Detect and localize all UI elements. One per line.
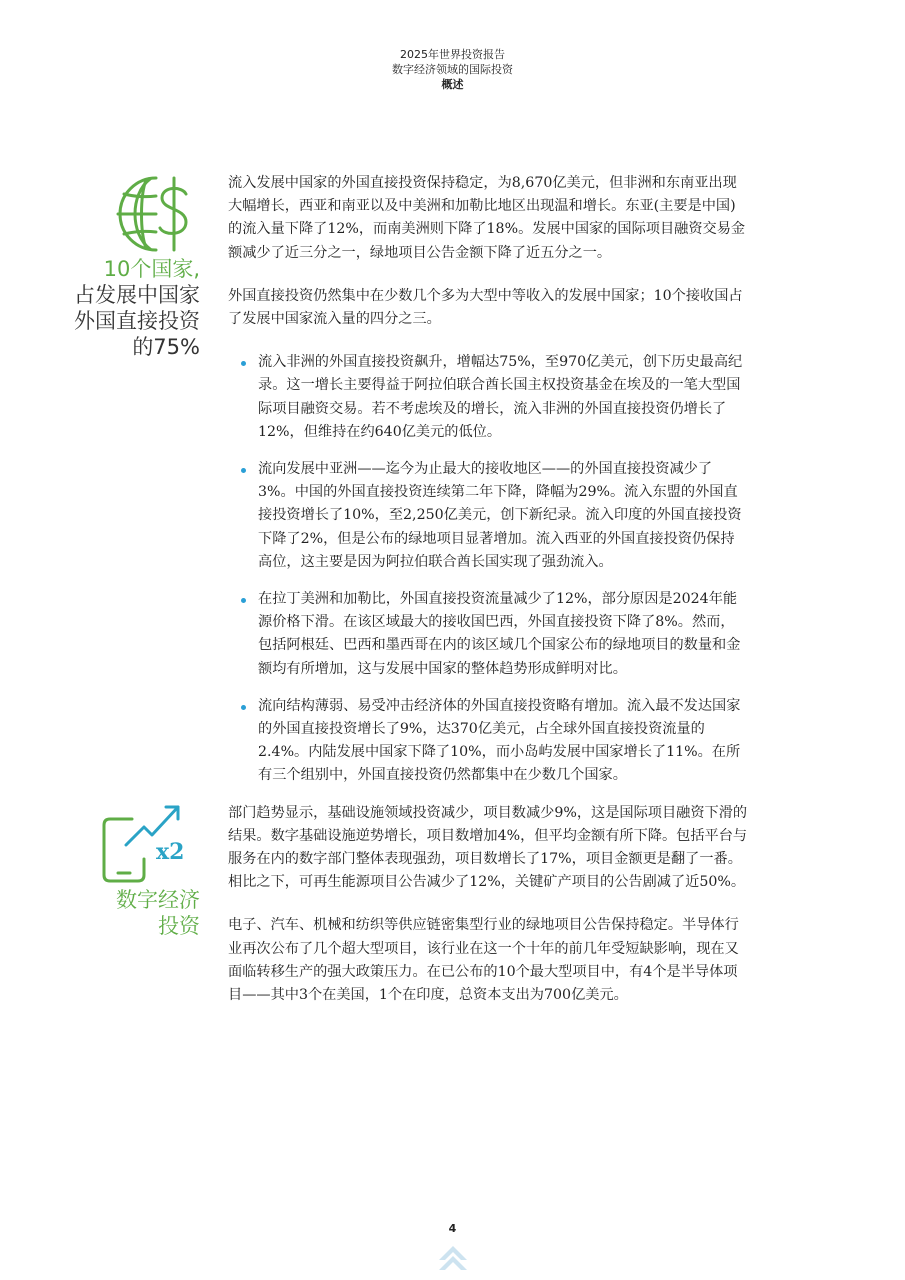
list-item: 在拉丁美洲和加勒比，外国直接投资流量减少了12%，部分原因是2024年能源价格下滑。在该区域最大的接收国巴西，外国直接投资下降了8%。然而，包括阿根廷、巴西和墨西哥在内的该区域几个国家公布的绿地项目的数量和金额均有所增加，这与发展中国家的整体趋势形成鲜明对比。	[258, 588, 748, 681]
stat-line-3: 外国直接投资	[74, 309, 200, 333]
paragraph: 部门趋势显示，基础设施领域投资减少，项目数减少9%，这是国际项目融资下滑的结果。数字基础设施逆势增长，项目数增加4%，但平均金额有所下降。包括平台与服务在内的数字部门整体表现强劲，项目数增长了17%，项目金额更是翻了一番。相比之下，可再生能源项目公告减少了12%，关键矿产项目的公告剧减了近50%。	[228, 804, 748, 891]
bullet-list	[228, 351, 748, 787]
list-item: 流向结构薄弱、易受冲击经济体的外国直接投资略有增加。流入最不发达国家的外国直接投资增长了9%，达370亿美元，占全球外国直接投资流量的2.4%。内陆发展中国家下降了10%，而小岛屿发展中国家增长了11%。在所有三个组别中，外国直接投资仍然都集中在少数几个国家。	[258, 695, 748, 788]
paragraph: 流入发展中国家的外国直接投资保持稳定，为8,670亿美元，但非洲和东南亚出现大幅增长，西亚和南亚以及中美洲和加勒比地区出现温和增长。东亚(主要是中国)的流入量下降了12%，而南美洲则下降了18%。发展中国家的国际项目融资交易金额减少了近三分之一，绿地项目公告金额下降了近五分之一。	[228, 175, 746, 261]
report-subtitle: 数字经济领域的国际投资	[392, 63, 513, 76]
list-item: 流向发展中亚洲——迄今为止最大的接收地区——的外国直接投资减少了3%。中国的外国直接投资连续第二年下降，降幅为29%。流入东盟的外国直接投资增长了10%，至2,250亿美元，创下新纪录。流入印度的外国直接投资下降了2%，但是公布的绿地项目显著增加。流入西亚的外国直接投资仍保持高位，这主要是因为阿拉伯联合酋长国实现了强劲流入。	[258, 458, 748, 574]
list-item: 流入非洲的外国直接投资飙升，增幅达75%，至970亿美元，创下历史最高纪录。这一增长主要得益于阿拉伯联合酋长国主权投资基金在埃及的一笔大型国际项目融资交易。若不考虑埃及的增长，流入非洲的外国直接投资仍增长了12%，但维持在约640亿美元的低位。	[258, 351, 748, 444]
stat-line-2: 占发展中国家	[74, 283, 200, 307]
stat-headline: 数字经济	[116, 888, 200, 912]
up-arrow-icon[interactable]	[437, 1244, 469, 1272]
report-title: 2025年世界投资报告	[400, 48, 505, 61]
main-body	[228, 172, 748, 1027]
section-title: 概述	[441, 78, 464, 91]
phone-growth-icon	[98, 795, 194, 887]
stat-line-4: 的75%	[132, 335, 200, 359]
globe-dollar-icon	[110, 172, 194, 256]
stat-line-2: 投资	[158, 914, 200, 938]
x2-badge: x2	[156, 839, 185, 865]
sidebar-stat-fdi-concentration	[40, 172, 200, 360]
stat-headline: 10个国家,	[103, 257, 200, 281]
sidebar-stat-digital-economy	[40, 795, 200, 939]
page-number: 4	[448, 1222, 457, 1235]
paragraph: 外国直接投资仍然集中在少数几个多为大型中等收入的发展中国家；10个接收国占了发展中国家流入量的四分之三。	[228, 287, 743, 328]
paragraph: 电子、汽车、机械和纺织等供应链密集型行业的绿地项目公告保持稳定。半导体行业再次公布了几个超大型项目，该行业在这一个十年的前几年受短缺影响，现在又面临转移生产的强大政策压力。在已公布的10个最大型项目中，有4个是半导体项目——其中3个在美国，1个在印度，总资本支出为700亿美元。	[228, 917, 739, 1004]
page-header	[0, 47, 905, 92]
